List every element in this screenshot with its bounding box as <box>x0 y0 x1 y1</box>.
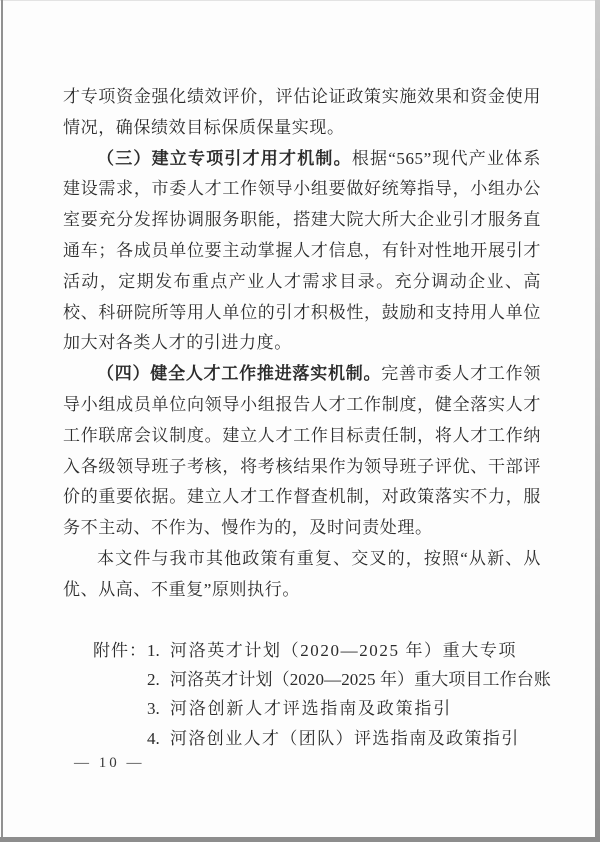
attachment-item <box>147 636 551 665</box>
attachment-item <box>147 694 551 723</box>
paragraph-item-3 <box>63 144 541 360</box>
text-run: 完善市委人才工作领导小组成员单位向领导小组报告人才工作制度，健全落实人才工作联席会议制度。建立人才工作目标责任制，将人才工作纳入各级领导班子考核，将考核结果作为领导班子评优、干部评价的重要依据。建立人才工作督查机制，对政策落实不力，服务不主动、不作为、慢作为的，及时问责处理。 <box>63 364 541 538</box>
page-number: — 10 — <box>74 755 145 771</box>
bold-heading-run: （三）建立专项引才用才机制。 <box>97 148 352 168</box>
attachment-item <box>147 724 551 753</box>
attachments-block <box>63 636 551 754</box>
attachment-number: 4. <box>147 728 160 748</box>
text-run: 本文件与我市其他政策有重复、交叉的，按照“从新、从优、从高、不重复”原则执行。 <box>63 548 541 599</box>
attachment-title: 河洛创新人才评选指南及政策指引 <box>170 699 452 719</box>
bold-heading-run: （四）健全人才工作推进落实机制。 <box>97 364 382 384</box>
page-edge-left <box>1 0 3 842</box>
attachment-title: 河洛创业人才（团队）评选指南及政策指引 <box>170 728 520 748</box>
attachments-label: 附件： <box>93 640 147 660</box>
attachment-number: 2. <box>147 669 160 689</box>
page-edge-bottom <box>0 837 600 842</box>
paragraph-closing <box>63 544 541 606</box>
attachment-title: 河洛英才计划（2020—2025 年）重大项目工作台账 <box>170 669 551 689</box>
attachment-number: 3. <box>147 699 160 719</box>
attachment-number: 1. <box>147 640 160 660</box>
paragraph-item-4 <box>63 359 541 544</box>
text-run: 才专项资金强化绩效评价，评估论证政策实施效果和资金使用情况，确保绩效目标保质保量实现。 <box>63 87 541 137</box>
attachment-item <box>147 665 551 694</box>
page-edge-top <box>0 0 600 1</box>
page-edge-right <box>595 0 600 842</box>
document-body <box>63 82 551 753</box>
attachments-list <box>147 636 551 754</box>
paragraph-continuation <box>63 82 541 144</box>
attachment-title: 河洛英才计划（2020—2025 年）重大专项 <box>170 640 518 660</box>
text-run: 根据“565”现代产业体系建设需求，市委人才工作领导小组要做好统筹指导，小组办公室要充分发挥协调服务职能，搭建大院大所大企业引才服务直通车；各成员单位要主动掌握人才信息，有针对性地开展引才活动，定期发布重点产业人才需求目录。充分调动企业、高校、科研院所等用人单位的引才积极性，鼓励和支持用人单位加大对各类人才的引进力度。 <box>63 148 542 353</box>
